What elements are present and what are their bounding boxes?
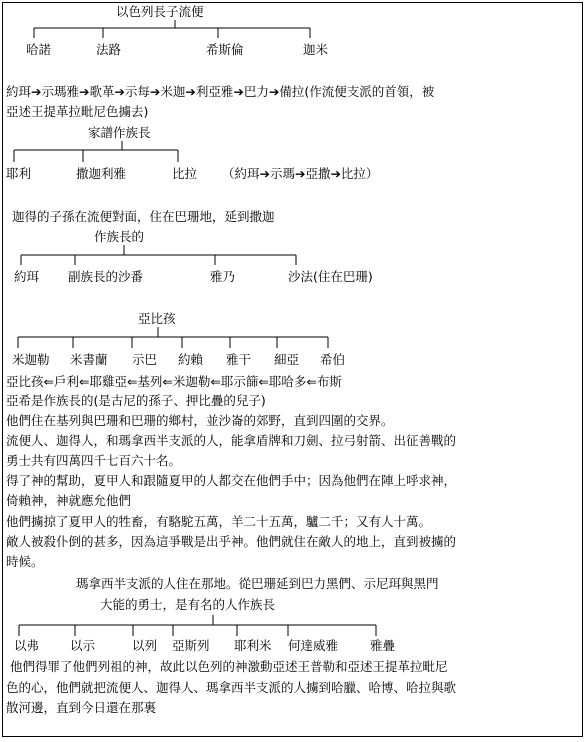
text-line: 勇士共有四萬四千七百六十名。 — [6, 453, 182, 468]
text-line: 他們住在基列與巴珊和巴珊的鄉村，並沙崙的郊野，直到四圍的交界。 — [6, 413, 394, 428]
text-line: 他們得罪了他們列祖的神，故此以色列的神激動亞述王普勒和亞述王提革拉毗尼 — [10, 659, 448, 674]
tree5-child: 亞斯列 — [172, 638, 210, 653]
tree4-child: 雅干 — [226, 352, 252, 367]
tree2-root: 家譜作族長 — [88, 125, 151, 140]
text-line: 得了神的幫助，夏甲人和跟隨夏甲的人都交在他們手中；因為他們在陣上呼求神， — [6, 473, 457, 488]
text-line: 瑪拿西半支派的人住在那地。從巴珊延到巴力黑們、示尼珥與黑門 — [76, 576, 439, 591]
text-line: 亞希是作族長的(是古尼的孫子、押比疊的兒子) — [6, 393, 266, 408]
text-line: 亞比孩⇐戶利⇐耶雞亞⇐基列⇐米迦勒⇐耶示篩⇐耶哈多⇐布斯 — [6, 374, 342, 389]
tree1-child: 法路 — [96, 42, 122, 57]
text-line: 散河邊，直到今日還在那裏 — [6, 700, 157, 715]
tree4-root: 亞比孩 — [138, 311, 176, 326]
tree1-root: 以色列長子流便 — [116, 4, 204, 19]
tree2-child: 撒迦利雅 — [76, 166, 127, 181]
tree4-child: 米書蘭 — [70, 352, 108, 367]
tree2-child: 耶利 — [6, 166, 32, 181]
tree3-child: 副族長的沙番 — [68, 269, 144, 284]
tree2-aside: （約珥➔示瑪➔亞撒➔比拉） — [222, 166, 379, 181]
text-line: 迦得的子孫在流便對面，住在巴珊地，延到撒迦 — [12, 209, 275, 224]
tree1-child: 哈諾 — [26, 42, 52, 57]
tree5-child: 何達威雅 — [288, 638, 339, 653]
tree5-child: 耶利米 — [234, 638, 272, 653]
tree5-child: 以列 — [132, 638, 158, 653]
text-line: 倚賴神，神就應允他們 — [6, 493, 132, 508]
text-line: 他們擄掠了夏甲人的牲畜，有駱駝五萬，羊二十五萬，驢二千；又有人十萬。 — [6, 514, 432, 529]
text-line: 亞述王提革拉毗尼色擄去) — [6, 104, 149, 119]
tree1-child: 希斯倫 — [206, 42, 244, 57]
tree3-root: 作族長的 — [94, 229, 145, 244]
tree5-child: 雅疊 — [370, 638, 396, 653]
tree5-root: 大能的勇士，是有名的人作族長 — [100, 597, 276, 612]
text-line: 色的心，他們就把流便人、迦得人、瑪拿西半支派的人擄到哈臘、哈博、哈拉與歌 — [6, 680, 457, 695]
tree4-child: 約賴 — [178, 352, 204, 367]
tree4-child: 示巴 — [132, 352, 158, 367]
tree5-child: 以弗 — [14, 638, 40, 653]
tree4-child: 希伯 — [320, 352, 346, 367]
text-line: 約珥➔示瑪雅➔歌革➔示每➔米迦➔利亞雅➔巴力➔備拉(作流便支派的首領，被 — [6, 84, 435, 99]
tree4-child: 米迦勒 — [12, 352, 50, 367]
text-line: 流便人、迦得人，和瑪拿西半支派的人，能拿盾牌和刀劍、拉弓射箭、出征善戰的 — [6, 433, 457, 448]
tree5-child: 以示 — [70, 638, 96, 653]
tree3-child: 約珥 — [14, 269, 40, 284]
tree4-child: 細亞 — [274, 352, 300, 367]
text-line: 時候。 — [6, 554, 44, 569]
text-line: 敵人被殺仆倒的甚多，因為這爭戰是出乎神。他們就住在敵人的地上，直到被擄的 — [6, 534, 457, 549]
tree2-child: 比拉 — [172, 166, 198, 181]
tree3-child: 沙法(住在巴珊) — [288, 269, 373, 284]
tree3-child: 雅乃 — [210, 269, 236, 284]
tree1-child: 迦米 — [303, 42, 329, 57]
